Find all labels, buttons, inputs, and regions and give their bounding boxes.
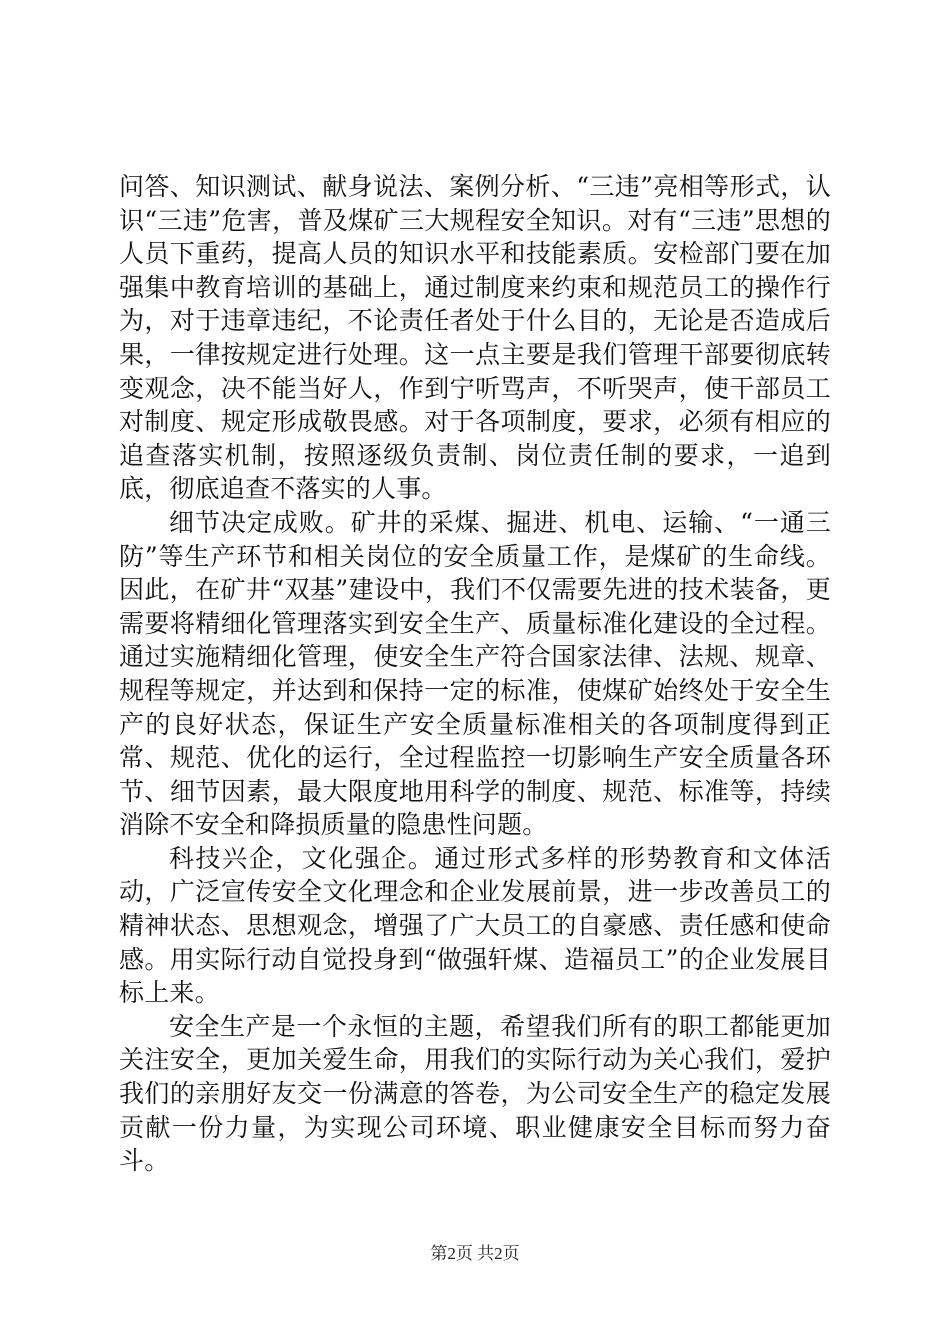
- page-number-footer: 第2页 共2页: [430, 1244, 520, 1263]
- paragraph-4: 安全生产是一个永恒的主题，希望我们所有的职工都能更加关注安全，更加关爱生命，用我们的实际行动为关心我们，爱护我们的亲朋好友交一份满意的答卷，为公司安全生产的稳定发展贡献一份力量，为实现公司环境、职业健康安全目标而努力奋斗。: [119, 1011, 831, 1176]
- paragraph-1: 问答、知识测试、献身说法、案例分析、“三违”亮相等形式，认识“三违”危害，普及煤矿三大规程安全知识。对有“三违”思想的人员下重药，提高人员的知识水平和技能素质。安检部门要在加强集中教育培训的基础上，通过制度来约束和规范员工的操作行为，对于违章违纪，不论责任者处于什么目的，无论是否造成后果，一律按规定进行处理。这一点主要是我们管理干部要彻底转变观念，决不能当好人，作到宁听骂声，不听哭声，使干部员工对制度、规定形成敬畏感。对于各项制度，要求，必须有相应的追查落实机制，按照逐级负责制、岗位责任制的要求，一追到底，彻底追查不落实的人事。: [119, 172, 831, 504]
- document-body: [119, 170, 831, 1178]
- paragraph-2: 细节决定成败。矿井的采煤、掘进、机电、运输、“一通三防”等生产环节和相关岗位的安全质量工作，是煤矿的生命线。因此，在矿井“双基”建设中，我们不仅需要先进的技术装备，更需要将精细化管理落实到安全生产、质量标准化建设的全过程。通过实施精细化管理，使安全生产符合国家法律、法规、规章、规程等规定，并达到和保持一定的标准，使煤矿始终处于安全生产的良好状态，保证生产安全质量标准相关的各项制度得到正常、规范、优化的运行，全过程监控一切影响生产安全质量各环节、细节因素，最大限度地用科学的制度、规范、标准等，持续消除不安全和降损质量的隐患性问题。: [119, 507, 831, 840]
- paragraph-3: 科技兴企，文化强企。通过形式多样的形势教育和文体活动，广泛宣传安全文化理念和企业发展前景，进一步改善员工的精神状态、思想观念，增强了广大员工的自豪感、责任感和使命感。用实际行动自觉投身到“做强轩煤、造福员工”的企业发展目标上来。: [119, 843, 831, 1008]
